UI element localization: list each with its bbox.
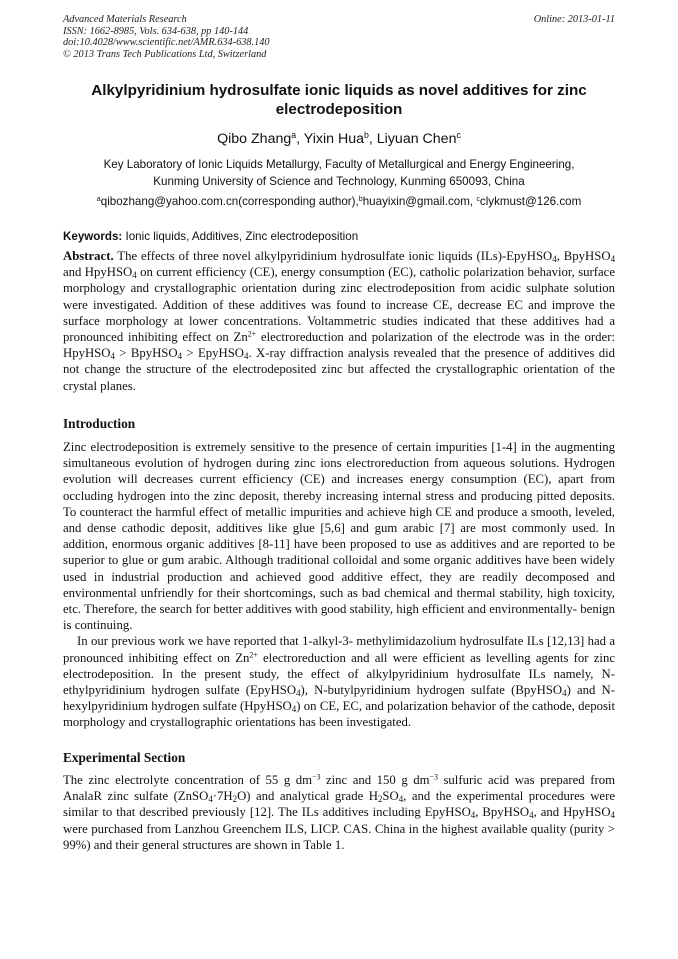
superscript: 2+ <box>247 329 257 339</box>
subscript: 4 <box>291 704 297 715</box>
paragraph-text: , and HpyHSO <box>533 805 611 820</box>
author-name: Qibo Zhang <box>217 131 292 147</box>
affiliation-line: Key Laboratory of Ionic Liquids Metallurgy, Faculty of Metallurgical and Energy Engineering, <box>103 158 575 171</box>
subscript: 4 <box>562 688 567 699</box>
journal-header <box>63 14 615 60</box>
abstract-text: , BpyHSO <box>556 249 611 263</box>
issn-line: ISSN: 1662-8985, Vols. 634-638, pp 140-144 <box>63 25 249 37</box>
introduction-section <box>63 439 615 731</box>
subscript: 4 <box>132 270 137 281</box>
paper-title: Alkylpyridinium hydrosulfate ionic liquids as novel additives for zinc electrodeposition <box>91 82 587 118</box>
subscript: 4 <box>529 810 534 821</box>
subscript: 2 <box>232 794 238 805</box>
online-date: Online: 2013-01-11 <box>533 14 615 25</box>
author-list <box>63 131 615 148</box>
subscript: 4 <box>610 810 615 821</box>
subscript: 4 <box>610 254 616 265</box>
abstract-text: and HpyHSO <box>63 265 133 280</box>
paragraph-text: ·7H <box>212 789 233 804</box>
experimental-section <box>63 772 615 853</box>
section-heading-introduction: Introduction <box>63 416 136 431</box>
paragraph-text: were purchased from Lanzhou Greenchem ILS, LICP. CAS. China in the highest available quality (purity > 99%) and their general structures are shown in Table 1. <box>63 821 615 852</box>
paragraph-text: electroreduction and all were efficient as levelling agents for zinc electrodeposition. In the present study, the effect of alkylpyridinium hydrosulfate ILs namely, N-ethylpyridinium hydrogen sulfate (EpyHSO <box>63 650 615 698</box>
abstract-label: Abstract. <box>63 249 114 263</box>
subscript: 4 <box>110 351 115 362</box>
author-name: Yixin Hua <box>303 131 364 147</box>
paragraph-text: , and the experimental procedures were similar to that described previously [12]. The ILs additives including EpyHSO <box>63 789 615 820</box>
paragraph: Zinc electrodeposition is extremely sensitive to the presence of certain impurities [1-4] in the augmenting simultaneous evolution of hydrogen during zinc ions electroreduction from aqueous solutions. Hydrogen evolution will decreases current efficiency (CE) and increases energy consumption (EC), apart from occluding hydrogen into the zinc deposit, thereby increasing internal stress and producing pitted deposits. To counteract the harmful effect of metallic impurities and achieve high CE and produce a smooth, leveled, and dense cathodic deposit, additives like glue [5,6] and gum arabic [7] are most commonly used. In addition, enormous organic additives [8-11] have been proposed to use as additives and are reported to be superior to glue or gum arabic. Although traditional colloidal and some organic additives have been widely used in industrial production and achieved good additive effect, they are readily decomposed and environmental unfriendly for their shortcomings, such as bad chemical and thermal stability, high toxicity, etc. Therefore, the search for better additives with good stability, high efficient and environmentally- benign is continuing. <box>63 440 615 633</box>
abstract-text: electroreduction and polarization of the electrode was in the order: HpyHSO <box>63 330 615 361</box>
paragraph-text: In our previous work we have reported that 1-alkyl-3- methylimidazolium hydrosulfate ILs [12,13] had a pronounced inhibiting effect on Zn <box>63 634 615 665</box>
author-sup: a <box>291 130 297 141</box>
paragraph-text: ) and N-hexylpyridinium hydrogen sulfate (HpyHSO <box>63 683 615 714</box>
paragraph-text: ), N-butylpyridinium hydrogen sulfate (BpyHSO <box>300 683 563 698</box>
section-heading-experimental: Experimental Section <box>63 750 186 765</box>
author-separator: , <box>368 131 377 147</box>
author-sup: b <box>364 130 369 141</box>
affiliation <box>63 156 615 190</box>
abstract-text: . X-ray diffraction analysis revealed that the presence of additives did not change the structure of the electrodeposited zinc but affected the crystallographic orientation of the crystal planes. <box>63 346 615 393</box>
superscript: −3 <box>429 772 438 782</box>
paragraph-text: The zinc electrolyte concentration of 55 g dm <box>63 773 313 787</box>
subscript: 4 <box>177 351 183 362</box>
author-emails <box>63 194 615 209</box>
paragraph-text: , BpyHSO <box>475 805 530 820</box>
subscript: 4 <box>398 794 404 805</box>
paragraph-text: sulfuric acid was prepared from AnalaR zinc sulfate (ZnSO <box>63 773 615 804</box>
abstract-text: > BpyHSO <box>114 346 178 361</box>
copyright-line: © 2013 Trans Tech Publications Ltd, Switzerland <box>63 48 267 60</box>
paragraph-text: ) on CE, EC, and polarization behavior of the cathode, deposit morphology and crystallographic orientations has been investigated. <box>63 699 615 730</box>
journal-name: Advanced Materials Research <box>63 14 187 25</box>
subscript: 2 <box>377 794 383 805</box>
author-sup: c <box>456 130 461 141</box>
author-name: Liyuan Chen <box>376 131 457 147</box>
abstract-text: > EpyHSO <box>182 346 244 361</box>
doi-line: doi:10.4028/www.scientific.net/AMR.634-638.140 <box>63 37 270 48</box>
email-link[interactable]: clykmust@126.com <box>479 195 582 208</box>
email-link[interactable]: qibozhang@yahoo.com.cn(corresponding author), <box>100 195 359 208</box>
abstract <box>63 248 615 394</box>
subscript: 4 <box>208 794 213 805</box>
paragraph-text: SO <box>382 789 399 804</box>
affiliation-line: Kunming University of Science and Technology, Kunming 650093, China <box>153 175 525 188</box>
email-sup: a <box>96 194 101 204</box>
email-sup: b <box>358 194 363 204</box>
paragraph <box>63 633 615 730</box>
subscript: 4 <box>552 254 557 265</box>
superscript: −3 <box>312 772 321 782</box>
email-link[interactable]: huayixin@gmail.com, <box>362 195 477 208</box>
keywords-text: Ionic liquids, Additives, Zinc electrodeposition <box>122 230 359 243</box>
paragraph-text: O) and analytical grade H <box>237 789 378 804</box>
abstract-text: The effects of three novel alkylpyridinium hydrosulfate ionic liquids (ILs)-EpyHSO <box>113 249 553 263</box>
email-sup: c <box>476 194 480 204</box>
subscript: 4 <box>244 351 249 362</box>
author-separator: , <box>296 131 304 147</box>
paragraph-text: zinc and 150 g dm <box>320 773 430 787</box>
abstract-text: on current efficiency (CE), energy consumption (EC), catholic polarization behavior, surface morphology and crystallographic orientation during zinc electrodeposition from acidic sulphate solution were investigated. Addition of these additives was found to increase CE, decrease EC and improve the surface morphology at lower concentrations. Voltammetric studies indicated that these additives had a pronounced inhibiting effect on Zn <box>63 265 615 345</box>
superscript: 2+ <box>249 650 258 660</box>
keywords-label: Keywords: <box>63 230 123 243</box>
subscript: 4 <box>296 688 301 699</box>
keywords <box>63 229 615 244</box>
subscript: 4 <box>470 810 476 821</box>
